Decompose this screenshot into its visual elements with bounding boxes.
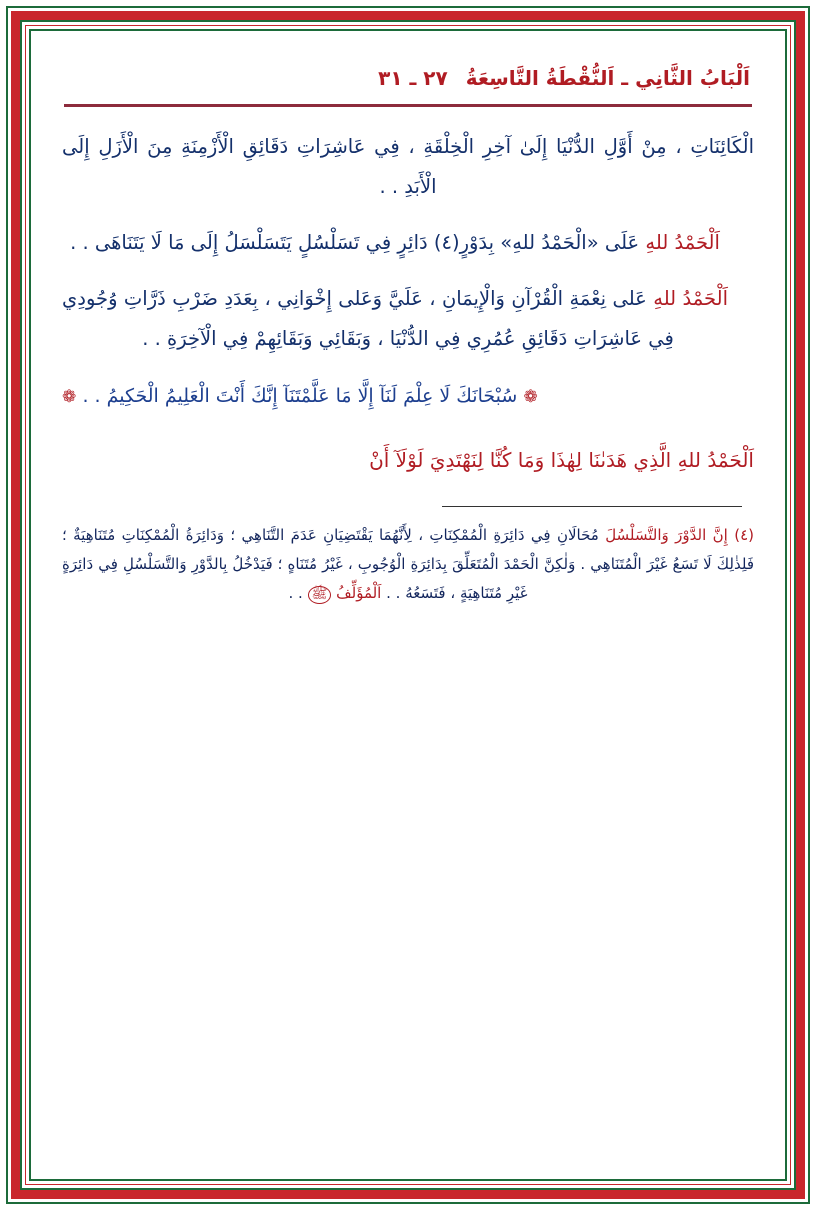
footnote-marker: (٤) [734,525,754,544]
footnote-text: مُحَالَانِ فِي دَائِرَةِ الْمُمْكِنَاتِ ، لِأَنَّهُمَا يَقْتَضِيَانِ عَدَمَ التَّنَاهِي ؛ وَدَائِرَةُ الْمُمْكِنَاتِ مُتَنَاهِيَةٌ ؛ فَلِذٰلِكَ لَا تَسَعُ غَيْرَ الْمُتَنَاهِي . وَلٰكِنَّ الْحَمْدَ الْمُتَعَلِّقَ بِدَائِرَةِ الْوُجُوبِ ، غَيْرُ مُتَنَاهٍ ؛ فَيَدْخُلُ بِالدَّوْرِ وَالتَّسَلْسُلِ فِي دَائِرَةٍ غَيْرِ مُتَنَاهِيَةٍ ، فَتَسَعُهُ . . [62,525,754,603]
chapter-heading: اَلْبَابُ الثَّانِي ـ اَلنُّقْطَةُ التَّاسِعَةُ [465,66,750,90]
paragraph-3 [62,279,754,359]
quran-verse [62,375,754,418]
page-number: ٢٧ ـ ٧٧ [66,68,133,90]
page-header [62,60,754,94]
hamdulillah-lead-2: اَلْحَمْدُ للهِ [653,286,729,310]
flower-ornament-end-icon: ❁ [62,386,77,407]
footnote-tail: . . [288,584,303,603]
quran-verse-text: سُبْحَانَكَ لَا عِلْمَ لَنَآ إِلَّا مَا عَلَّمْتَنَآ إِنَّكَ أَنْتَ الْعَلِيمُ الْحَكِيمُ . . [82,384,518,407]
seal-icon: ﷺ [308,586,332,604]
footnote-author: اَلْمُؤَلِّفُ [336,584,382,603]
paragraph-1: الْكَائِنَاتِ ، مِنْ أَوَّلِ الدُّنْيَا إِلَىٰ آخِرِ الْخِلْقَةِ ، فِي عَاشِرَاتِ دَقَائِقِ الْأَزْمِنَةِ مِنَ الْأَزَلِ إِلَى الْأَبَدِ . . [62,135,754,198]
footnote-divider [442,506,742,507]
flower-ornament-icon: ❁ [523,386,538,407]
paragraph-2-text: عَلَى «الْحَمْدُ للهِ» بِدَوْرٍ(٤) دَائِرٍ فِي تَسَلْسُلٍ يَتَسَلْسَلُ إِلَى مَا لَا يَتَنَاهَى . . [70,230,640,254]
point-number: ٢٧ ـ ٣١ [378,66,448,90]
footnote-emphasis: إِنَّ الدَّوْرَ وَالتَّسَلْسُلَ [605,525,728,544]
page-content [40,44,776,1170]
hadith-line: اَلْحَمْدُ للهِ الَّذِي هَدَىٰنَا لِهٰذَا وَمَا كُنَّا لِنَهْتَدِيَ لَوْلَآ أَنْ [369,447,754,472]
paragraph-2 [62,223,754,263]
footnote-4 [62,521,754,609]
header-divider-rule [64,104,752,107]
paragraph-3-text: عَلى نِعْمَةِ الْقُرْآنِ وَالْإِيمَانِ ، عَلَيَّ وَعَلى إِخْوَانِي ، بِعَدَدِ ضَرْبِ ذَرَّاتِ وُجُودِي فِي عَاشِرَاتِ دَقَائِقِ عُمُرِي فِي الدُّنْيَا ، وَبَقَائِي وَبَقَائِهِمْ فِي الْآخِرَةِ . . [62,286,674,350]
hamdulillah-lead-1: اَلْحَمْدُ للهِ [645,230,720,254]
